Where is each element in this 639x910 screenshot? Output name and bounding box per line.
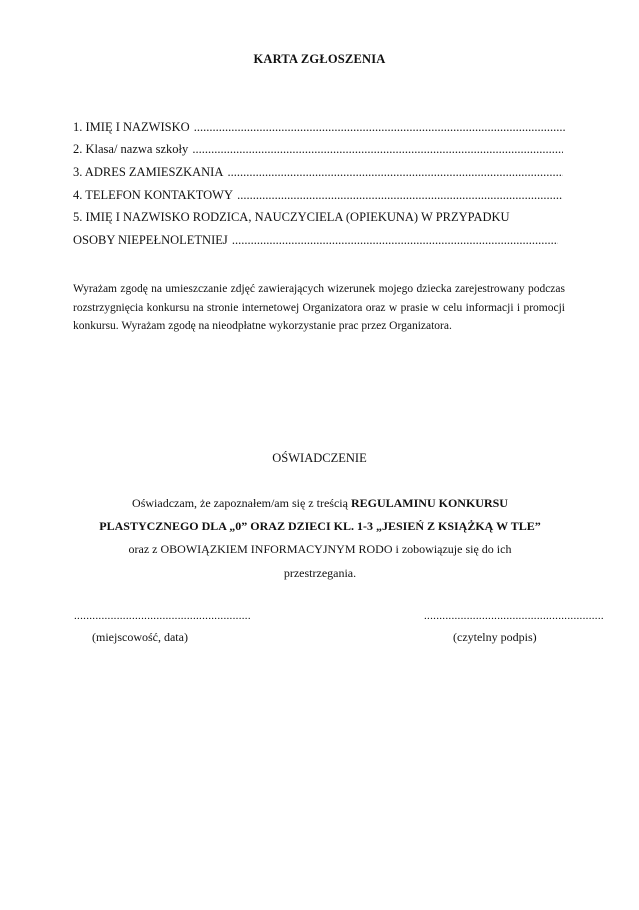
declaration-line-1-text: Oświadczam, że zapoznałem/am się z treścią (132, 496, 351, 510)
image-consent-paragraph: Wyrażam zgodę na umieszczanie zdjęć zawierających wizerunek mojego dziecka zarejestrowany podczas rozstrzygnięcia konkursu na stronie internetowej Organizatora oraz w prasie w celu informacji i promocji konkursu. Wyrażam zgodę na nieodpłatne wykorzystanie prac przez Organizatora. (73, 283, 565, 332)
declaration-title: OŚWIADCZENIE (272, 451, 367, 465)
declaration-line-1 (60, 494, 580, 512)
place-date-line: .......................................................... (74, 610, 251, 622)
field-guardian-cont-label: OSOBY NIEPEŁNOLETNIEJ (73, 233, 228, 247)
field-school-label: 2. Klasa/ nazwa szkoły (73, 142, 189, 156)
field-name-label: 1. IMIĘ I NAZWISKO (73, 120, 190, 134)
signature-label: (czytelny podpis) (453, 630, 537, 644)
declaration-line-3: oraz z OBOWIĄZKIEM INFORMACYJNYM RODO i zobowiązuje się do ich (128, 542, 512, 556)
field-address-label: 3. ADRES ZAMIESZKANIA (73, 165, 224, 179)
declaration-contest-name: PLASTYCZNEGO DLA „0” ORAZ DZIECI KL. 1-3 „JESIEŃ Z KSIĄŻKĄ W TLE” (99, 519, 541, 533)
signature-line: ........................................................... (424, 610, 604, 622)
declaration-line-4: przestrzegania. (283, 566, 357, 580)
form-title: KARTA ZGŁOSZENIA (253, 52, 386, 66)
declaration-regulamin: REGULAMINU KONKURSU (350, 496, 508, 510)
field-guardian-label: 5. IMIĘ I NAZWISKO RODZICA, NAUCZYCIELA (OPIEKUNA) W PRZYPADKU (73, 210, 510, 224)
field-address (73, 164, 563, 180)
field-name (73, 119, 565, 135)
field-guardian-cont (73, 232, 558, 248)
field-phone-label: 4. TELEFON KONTAKTOWY (73, 188, 233, 202)
declaration-line-2 (60, 517, 580, 535)
field-guardian (73, 209, 573, 225)
field-school (73, 141, 563, 157)
field-phone (73, 187, 563, 203)
place-date-label: (miejscowość, data) (92, 630, 188, 644)
